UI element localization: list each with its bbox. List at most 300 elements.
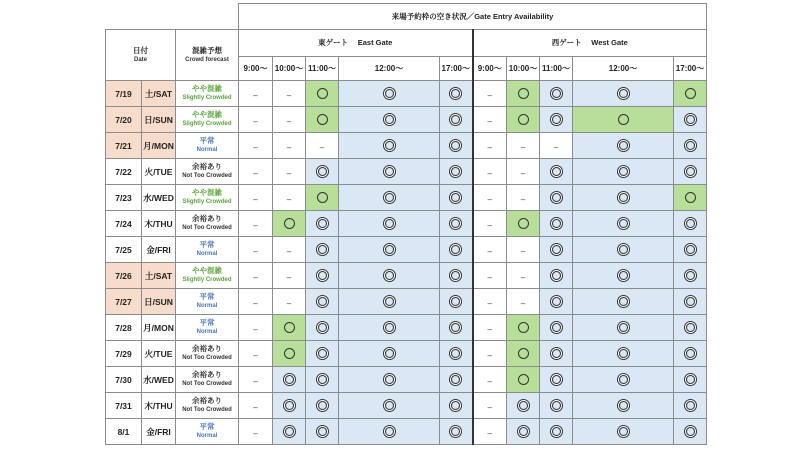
double-circle-icon	[552, 323, 561, 332]
forecast-header-en: Crowd forecast	[185, 56, 229, 63]
west-slot-cell[interactable]	[507, 393, 540, 419]
double-circle-icon	[619, 89, 628, 98]
date-header-en: Date	[133, 56, 147, 63]
corner-blank	[106, 4, 239, 30]
double-circle-icon	[285, 427, 294, 436]
west-slot-cell[interactable]	[507, 107, 540, 133]
double-circle-icon	[318, 427, 327, 436]
east-slot-cell[interactable]	[339, 133, 440, 159]
double-circle-icon	[451, 193, 460, 202]
forecast-label-en: Not Too Crowded	[182, 173, 232, 179]
east-slot-cell[interactable]	[306, 211, 339, 237]
double-circle-icon	[686, 401, 695, 410]
forecast-cell	[176, 419, 239, 445]
dash-mark: –	[253, 272, 258, 282]
west-slot-cell[interactable]	[573, 393, 674, 419]
time-slot-header: 11:00〜	[540, 57, 573, 81]
west-slot-cell[interactable]	[507, 81, 540, 107]
circle-icon	[518, 114, 529, 125]
east-slot-cell[interactable]	[239, 289, 273, 315]
east-slot-cell[interactable]	[440, 263, 473, 289]
forecast-label-ja: 平常	[199, 292, 215, 301]
west-slot-cell[interactable]	[674, 81, 707, 107]
west-slot-cell[interactable]	[473, 419, 507, 445]
east-slot-cell[interactable]	[273, 185, 306, 211]
double-circle-icon	[318, 219, 327, 228]
west-slot-cell[interactable]	[573, 367, 674, 393]
circle-icon	[317, 192, 328, 203]
east-slot-cell[interactable]	[273, 133, 306, 159]
forecast-label-en: Slightly Crowded	[182, 121, 232, 127]
east-slot-cell[interactable]	[440, 289, 473, 315]
table-row	[106, 185, 707, 211]
west-slot-cell[interactable]	[473, 263, 507, 289]
day-cell: 日/SUN	[142, 289, 176, 315]
double-circle-icon	[385, 375, 394, 384]
dash-mark: –	[487, 376, 492, 386]
double-circle-icon	[451, 167, 460, 176]
east-slot-cell[interactable]	[273, 159, 306, 185]
time-slot-header: 10:00〜	[273, 57, 306, 81]
east-slot-cell[interactable]	[339, 237, 440, 263]
forecast-cell	[176, 185, 239, 211]
double-circle-icon	[686, 115, 695, 124]
east-slot-cell[interactable]	[339, 289, 440, 315]
dash-mark: –	[520, 168, 526, 178]
forecast-cell	[176, 315, 239, 341]
east-slot-cell[interactable]	[339, 81, 440, 107]
double-circle-icon	[552, 115, 561, 124]
west-slot-cell[interactable]	[473, 133, 507, 159]
day-cell: 日/SUN	[142, 107, 176, 133]
dash-mark: –	[286, 194, 292, 204]
time-slot-header: 9:00〜	[473, 57, 507, 81]
west-slot-cell[interactable]	[473, 81, 507, 107]
forecast-label-ja: 余裕あり	[192, 162, 222, 171]
west-slot-cell[interactable]	[674, 107, 707, 133]
west-slot-cell[interactable]	[507, 237, 540, 263]
east-slot-cell[interactable]	[239, 211, 273, 237]
forecast-label-ja: 平常	[199, 318, 215, 327]
double-circle-icon	[552, 375, 561, 384]
dash-mark: –	[520, 272, 526, 282]
west-slot-cell[interactable]	[674, 341, 707, 367]
west-slot-cell[interactable]	[473, 289, 507, 315]
double-circle-icon	[385, 349, 394, 358]
circle-icon	[317, 88, 328, 99]
east-slot-cell[interactable]	[239, 393, 273, 419]
forecast-label-ja: やや混雑	[192, 266, 222, 275]
dash-mark: –	[487, 142, 492, 152]
double-circle-icon	[686, 297, 695, 306]
double-circle-icon	[451, 115, 460, 124]
west-slot-cell[interactable]	[674, 315, 707, 341]
table-row	[106, 211, 707, 237]
double-circle-icon	[385, 115, 394, 124]
day-cell: 月/MON	[142, 133, 176, 159]
dash-mark: –	[487, 402, 492, 412]
west-slot-cell[interactable]	[573, 237, 674, 263]
east-slot-cell[interactable]	[273, 341, 306, 367]
west-slot-cell[interactable]	[540, 81, 573, 107]
forecast-label-en: Normal	[196, 303, 218, 309]
west-slot-cell[interactable]	[674, 419, 707, 445]
date-cell: 7/25	[106, 237, 142, 263]
east-slot-cell[interactable]	[440, 159, 473, 185]
west-gate-header: 西ゲート West Gate	[473, 30, 707, 57]
double-circle-icon	[451, 219, 460, 228]
east-slot-cell[interactable]	[339, 315, 440, 341]
double-circle-icon	[686, 427, 695, 436]
west-slot-cell[interactable]	[507, 133, 540, 159]
double-circle-icon	[385, 141, 394, 150]
east-slot-cell[interactable]	[273, 211, 306, 237]
east-slot-cell[interactable]	[440, 107, 473, 133]
double-circle-icon	[552, 271, 561, 280]
west-slot-cell[interactable]	[674, 133, 707, 159]
east-slot-cell[interactable]	[339, 185, 440, 211]
double-circle-icon	[451, 89, 460, 98]
west-slot-cell[interactable]	[540, 419, 573, 445]
west-slot-cell[interactable]	[540, 341, 573, 367]
west-slot-cell[interactable]	[573, 211, 674, 237]
date-header-ja: 日付	[133, 45, 148, 55]
west-slot-cell[interactable]	[573, 81, 674, 107]
dash-mark: –	[253, 350, 258, 360]
west-slot-cell[interactable]	[507, 211, 540, 237]
west-slot-cell[interactable]	[473, 185, 507, 211]
west-slot-cell[interactable]	[540, 107, 573, 133]
west-slot-cell[interactable]	[507, 185, 540, 211]
table-row	[106, 341, 707, 367]
double-circle-icon	[619, 167, 628, 176]
forecast-label-en: Slightly Crowded	[182, 95, 232, 101]
double-circle-icon	[686, 245, 695, 254]
forecast-label-ja: 平常	[199, 422, 215, 431]
east-slot-cell[interactable]	[239, 367, 273, 393]
west-slot-cell[interactable]	[473, 159, 507, 185]
dash-mark: –	[487, 168, 492, 178]
east-slot-cell[interactable]	[339, 367, 440, 393]
dash-mark: –	[520, 194, 526, 204]
time-slot-header: 17:00〜	[674, 57, 707, 81]
east-slot-cell[interactable]	[440, 367, 473, 393]
east-slot-cell[interactable]	[273, 263, 306, 289]
double-circle-icon	[318, 349, 327, 358]
double-circle-icon	[318, 271, 327, 280]
west-slot-cell[interactable]	[540, 211, 573, 237]
double-circle-icon	[619, 271, 628, 280]
east-slot-cell[interactable]	[239, 263, 273, 289]
dash-mark: –	[286, 142, 292, 152]
west-slot-cell[interactable]	[573, 315, 674, 341]
west-slot-cell[interactable]	[674, 159, 707, 185]
date-cell: 7/29	[106, 341, 142, 367]
west-slot-cell[interactable]	[507, 419, 540, 445]
dash-mark: –	[253, 220, 258, 230]
dash-mark: –	[487, 298, 492, 308]
double-circle-icon	[686, 349, 695, 358]
east-slot-cell[interactable]	[239, 159, 273, 185]
east-slot-cell[interactable]	[440, 341, 473, 367]
forecast-cell	[176, 107, 239, 133]
west-slot-cell[interactable]	[540, 133, 573, 159]
forecast-cell	[176, 289, 239, 315]
date-cell: 7/31	[106, 393, 142, 419]
dash-mark: –	[253, 142, 258, 152]
table-row	[106, 393, 707, 419]
east-slot-cell[interactable]	[239, 315, 273, 341]
double-circle-icon	[385, 167, 394, 176]
east-slot-cell[interactable]	[239, 341, 273, 367]
forecast-label-ja: 平常	[199, 240, 215, 249]
west-slot-cell[interactable]	[674, 185, 707, 211]
table-row	[106, 419, 707, 445]
east-slot-cell[interactable]	[306, 315, 339, 341]
east-slot-cell[interactable]	[339, 159, 440, 185]
west-slot-cell[interactable]	[540, 185, 573, 211]
east-slot-cell[interactable]	[273, 393, 306, 419]
east-slot-cell[interactable]	[273, 315, 306, 341]
double-circle-icon	[385, 271, 394, 280]
west-slot-cell[interactable]	[473, 237, 507, 263]
east-slot-cell[interactable]	[273, 289, 306, 315]
west-slot-cell[interactable]	[540, 289, 573, 315]
double-circle-icon	[385, 323, 394, 332]
double-circle-icon	[318, 297, 327, 306]
dash-mark: –	[253, 298, 258, 308]
east-slot-cell[interactable]	[239, 81, 273, 107]
west-slot-cell[interactable]	[674, 263, 707, 289]
double-circle-icon	[552, 167, 561, 176]
east-slot-cell[interactable]	[440, 133, 473, 159]
east-slot-cell[interactable]	[339, 341, 440, 367]
east-slot-cell[interactable]	[273, 367, 306, 393]
table-row	[106, 107, 707, 133]
west-slot-cell[interactable]	[573, 185, 674, 211]
west-slot-cell[interactable]	[573, 107, 674, 133]
west-slot-cell[interactable]	[473, 315, 507, 341]
east-slot-cell[interactable]	[306, 237, 339, 263]
double-circle-icon	[285, 401, 294, 410]
double-circle-icon	[619, 427, 628, 436]
double-circle-icon	[451, 427, 460, 436]
forecast-cell	[176, 81, 239, 107]
west-slot-cell[interactable]	[473, 393, 507, 419]
west-slot-cell[interactable]	[573, 419, 674, 445]
double-circle-icon	[552, 193, 561, 202]
east-slot-cell[interactable]	[440, 237, 473, 263]
east-slot-cell[interactable]	[239, 133, 273, 159]
double-circle-icon	[686, 167, 695, 176]
west-slot-cell[interactable]	[473, 107, 507, 133]
west-slot-cell[interactable]	[473, 211, 507, 237]
date-cell: 7/22	[106, 159, 142, 185]
east-slot-cell[interactable]	[440, 419, 473, 445]
table-row	[106, 159, 707, 185]
west-slot-cell[interactable]	[507, 341, 540, 367]
double-circle-icon	[619, 349, 628, 358]
east-gate-header: 東ゲート East Gate	[239, 30, 473, 57]
circle-icon	[284, 218, 295, 229]
east-slot-cell[interactable]	[273, 81, 306, 107]
double-circle-icon	[552, 297, 561, 306]
double-circle-icon	[451, 349, 460, 358]
west-slot-cell[interactable]	[507, 159, 540, 185]
circle-icon	[518, 322, 529, 333]
west-slot-cell[interactable]	[674, 393, 707, 419]
date-cell: 7/24	[106, 211, 142, 237]
dash-mark: –	[286, 246, 292, 256]
double-circle-icon	[552, 245, 561, 254]
double-circle-icon	[385, 219, 394, 228]
west-slot-cell[interactable]	[473, 367, 507, 393]
east-slot-cell[interactable]	[440, 315, 473, 341]
west-slot-cell[interactable]	[573, 159, 674, 185]
east-slot-cell[interactable]	[339, 393, 440, 419]
east-slot-cell[interactable]	[306, 289, 339, 315]
dash-mark: –	[253, 90, 258, 100]
east-slot-cell[interactable]	[440, 81, 473, 107]
date-cell: 7/28	[106, 315, 142, 341]
forecast-cell	[176, 211, 239, 237]
circle-icon	[518, 348, 529, 359]
time-slot-header: 17:00〜	[440, 57, 473, 81]
east-slot-cell[interactable]	[306, 81, 339, 107]
forecast-label-ja: やや混雑	[192, 84, 222, 93]
double-circle-icon	[619, 193, 628, 202]
west-slot-cell[interactable]	[573, 341, 674, 367]
circle-icon	[518, 88, 529, 99]
double-circle-icon	[318, 401, 327, 410]
east-slot-cell[interactable]	[306, 393, 339, 419]
dash-mark: –	[487, 194, 492, 204]
dash-mark: –	[520, 142, 526, 152]
east-slot-cell[interactable]	[440, 393, 473, 419]
double-circle-icon	[385, 427, 394, 436]
east-slot-cell[interactable]	[273, 107, 306, 133]
day-cell: 水/WED	[142, 185, 176, 211]
double-circle-icon	[619, 219, 628, 228]
east-slot-cell[interactable]	[239, 185, 273, 211]
west-slot-cell[interactable]	[540, 367, 573, 393]
forecast-label-ja: 余裕あり	[192, 214, 222, 223]
dash-mark: –	[253, 194, 258, 204]
west-slot-cell[interactable]	[507, 315, 540, 341]
west-slot-cell[interactable]	[540, 159, 573, 185]
double-circle-icon	[552, 349, 561, 358]
dash-mark: –	[253, 376, 258, 386]
west-slot-cell[interactable]	[540, 237, 573, 263]
double-circle-icon	[619, 245, 628, 254]
day-cell: 土/SAT	[142, 263, 176, 289]
double-circle-icon	[686, 375, 695, 384]
dash-mark: –	[286, 116, 292, 126]
west-slot-cell[interactable]	[507, 263, 540, 289]
dash-mark: –	[487, 428, 492, 438]
west-slot-cell[interactable]	[573, 263, 674, 289]
west-slot-cell[interactable]	[674, 237, 707, 263]
date-header	[106, 30, 176, 81]
east-slot-cell[interactable]	[306, 133, 339, 159]
double-circle-icon	[619, 323, 628, 332]
day-cell: 火/TUE	[142, 341, 176, 367]
double-circle-icon	[519, 427, 528, 436]
dash-mark: –	[253, 402, 258, 412]
west-slot-cell[interactable]	[674, 367, 707, 393]
forecast-cell	[176, 159, 239, 185]
double-circle-icon	[686, 271, 695, 280]
east-slot-cell[interactable]	[306, 419, 339, 445]
east-slot-cell[interactable]	[273, 419, 306, 445]
west-slot-cell[interactable]	[674, 211, 707, 237]
east-slot-cell[interactable]	[306, 159, 339, 185]
date-cell: 7/19	[106, 81, 142, 107]
east-slot-cell[interactable]	[339, 211, 440, 237]
east-slot-cell[interactable]	[239, 419, 273, 445]
east-slot-cell[interactable]	[339, 419, 440, 445]
west-slot-cell[interactable]	[573, 289, 674, 315]
dash-mark: –	[520, 298, 526, 308]
circle-icon	[685, 192, 696, 203]
east-slot-cell[interactable]	[273, 237, 306, 263]
east-slot-cell[interactable]	[239, 107, 273, 133]
dash-mark: –	[520, 246, 526, 256]
table-row	[106, 133, 707, 159]
double-circle-icon	[552, 401, 561, 410]
double-circle-icon	[451, 271, 460, 280]
east-slot-cell[interactable]	[306, 367, 339, 393]
east-slot-cell[interactable]	[306, 185, 339, 211]
west-slot-cell[interactable]	[507, 289, 540, 315]
date-cell: 8/1	[106, 419, 142, 445]
east-slot-cell[interactable]	[339, 263, 440, 289]
west-slot-cell[interactable]	[540, 315, 573, 341]
east-slot-cell[interactable]	[239, 237, 273, 263]
time-slot-header: 11:00〜	[306, 57, 339, 81]
west-slot-cell[interactable]	[573, 133, 674, 159]
forecast-label-en: Not Too Crowded	[182, 225, 232, 231]
east-slot-cell[interactable]	[306, 107, 339, 133]
circle-icon	[284, 322, 295, 333]
forecast-label-en: Normal	[196, 251, 218, 257]
double-circle-icon	[451, 245, 460, 254]
east-slot-cell[interactable]	[440, 211, 473, 237]
east-slot-cell[interactable]	[440, 185, 473, 211]
east-slot-cell[interactable]	[306, 341, 339, 367]
west-slot-cell[interactable]	[674, 289, 707, 315]
west-slot-cell[interactable]	[540, 393, 573, 419]
date-cell: 7/27	[106, 289, 142, 315]
dash-mark: –	[286, 298, 292, 308]
double-circle-icon	[318, 323, 327, 332]
double-circle-icon	[318, 375, 327, 384]
forecast-label-en: Slightly Crowded	[182, 199, 232, 205]
double-circle-icon	[385, 245, 394, 254]
west-slot-cell[interactable]	[507, 367, 540, 393]
dash-mark: –	[487, 116, 492, 126]
table-row	[106, 289, 707, 315]
forecast-label-ja: 余裕あり	[192, 370, 222, 379]
forecast-label-en: Not Too Crowded	[182, 381, 232, 387]
table-row	[106, 237, 707, 263]
date-cell: 7/26	[106, 263, 142, 289]
west-slot-cell[interactable]	[473, 341, 507, 367]
double-circle-icon	[318, 245, 327, 254]
west-slot-cell[interactable]	[540, 263, 573, 289]
east-slot-cell[interactable]	[339, 107, 440, 133]
east-slot-cell[interactable]	[306, 263, 339, 289]
